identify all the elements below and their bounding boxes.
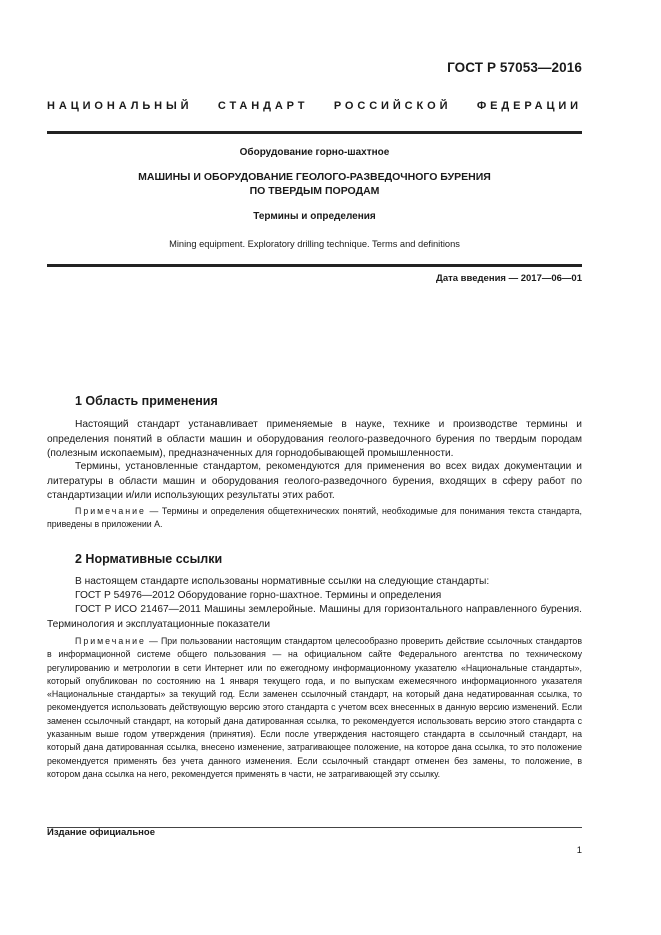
section-2-paragraph-1: В настоящем стандарте использованы нормативные ссылки на следующие стандарты:	[75, 576, 490, 587]
section-2-reference-1: ГОСТ Р 54976—2012 Оборудование горно-шахтное. Термины и определения	[75, 590, 442, 601]
official-edition-label: Издание официальное	[47, 827, 155, 838]
top-divider	[47, 131, 582, 134]
document-title	[47, 170, 582, 198]
gost-number: ГОСТ Р 57053—2016	[447, 60, 582, 75]
document-title-line-1: МАШИНЫ И ОБОРУДОВАНИЕ ГЕОЛОГО-РАЗВЕДОЧНОГО БУРЕНИЯ	[138, 171, 491, 183]
title-divider	[47, 264, 582, 267]
equipment-category: Оборудование горно-шахтное	[239, 147, 390, 158]
section-2-note: Примечание — При пользовании настоящим стандартом целесообразно проверить действие ссылочных стандартов в информационной системе общего пользования — на официальном сайте Федерального агентства по техническому регулированию и метрологии в сети Интернет или по ежегодному информационному указателю «Национальные стандарты», который опубликован по состоянию на 1 января текущего года, и по выпускам ежемесячного информационного указателя «Национальные стандарты» за текущий год. Если заменен ссылочный стандарт, на который дана недатированная ссылка, то рекомендуется использовать действующую версию этого стандарта с учетом всех внесенных в данную версию изменений. Если заменен ссылочный стандарт, на который дана датированная ссылка, то рекомендуется использовать версию этого стандарта с указанным выше годом утверждения (принятия). Если после утверждения настоящего стандарта в ссылочный стандарт, на который дана датированная ссылка, внесено изменение, затрагивающее положение, на которое дана ссылка, то это положение рекомендуется применять без учета данного изменения. Если ссылочный стандарт отменен без замены, то положение, в котором дана ссылка на него, рекомендуется применять в части, не затрагивающей эту ссылку.	[47, 636, 582, 779]
document-subtitle: Термины и определения	[253, 211, 376, 222]
note-label: Примечание	[75, 636, 146, 646]
section-1-paragraph-2: Термины, установленные стандартом, рекомендуются для применения во всех видах документации и литературы в области машин и оборудования геолого-разведочного бурения, входящих в сферу работ по стандартизации и/или использующих результаты этих работ.	[47, 461, 582, 502]
section-1-heading: 1 Область применения	[75, 394, 218, 408]
section-2-reference-2: ГОСТ Р ИСО 21467—2011 Машины землеройные. Машины для горизонтального направленного бурения. Терминология и эксплуатационные показатели	[47, 604, 582, 630]
section-2-heading: 2 Нормативные ссылки	[75, 552, 223, 566]
note-label: Примечание	[75, 506, 146, 516]
section-1-note: Примечание — Термины и определения общетехнических понятий, необходимые для понимания текста стандарта, приведены в приложении А.	[47, 506, 582, 530]
page-number: 1	[576, 845, 582, 856]
introduction-date: Дата введения — 2017—06—01	[436, 273, 582, 284]
national-standard-banner: НАЦИОНАЛЬНЫЙ СТАНДАРТ РОССИЙСКОЙ ФЕДЕРАЦИИ	[47, 100, 582, 112]
document-title-line-2: ПО ТВЕРДЫМ ПОРОДАМ	[249, 185, 380, 197]
section-1-paragraph-1: Настоящий стандарт устанавливает применяемые в науке, технике и производстве термины и определения понятий в области машин и оборудования геолого-разведочного бурения по твердым породам (полезным ископаемым), предназначенных для горнодобывающей промышленности.	[47, 419, 582, 460]
english-title: Mining equipment. Exploratory drilling technique. Terms and definitions	[169, 239, 460, 249]
